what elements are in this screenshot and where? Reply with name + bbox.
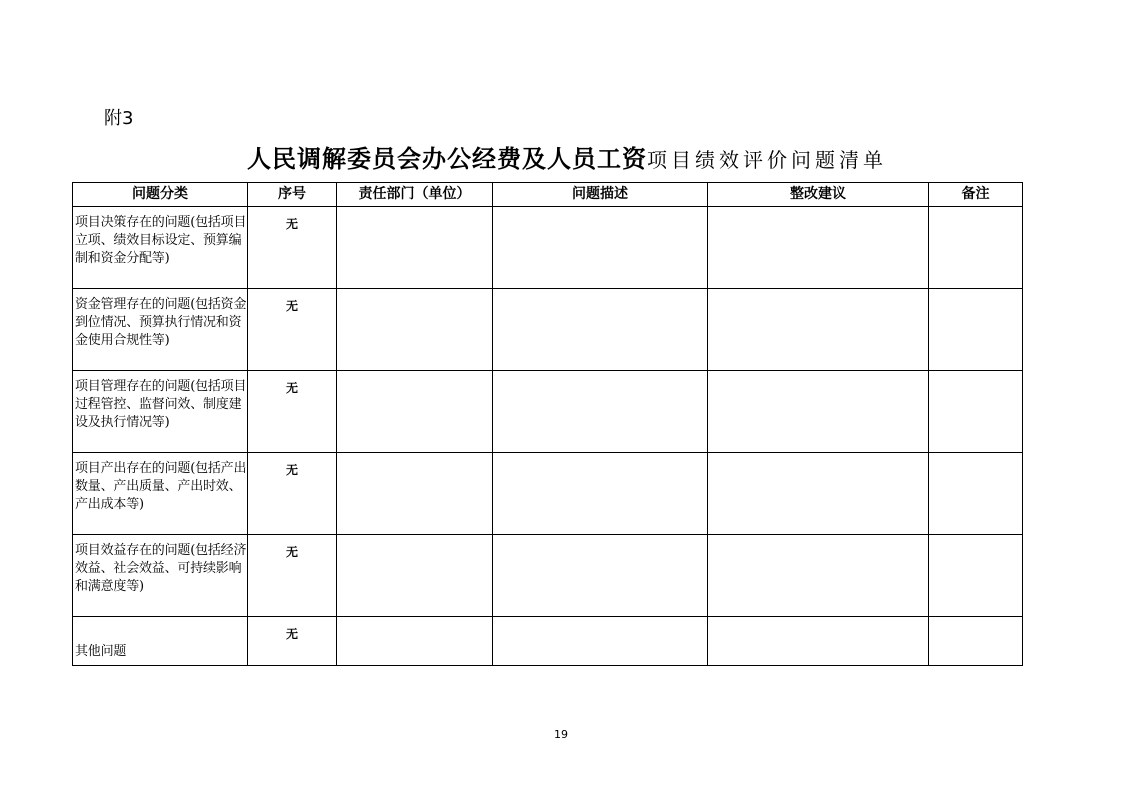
table-row	[73, 207, 1023, 289]
seq-cell	[248, 535, 337, 617]
category-cell: 项目决策存在的问题(包括项目立项、绩效目标设定、预算编制和资金分配等)	[73, 207, 248, 289]
description-cell	[493, 207, 708, 289]
header-remark: 备注	[929, 183, 1023, 207]
seq-value: 无	[285, 217, 298, 231]
table-row	[73, 453, 1023, 535]
category-cell: 资金管理存在的问题(包括资金到位情况、预算执行情况和资金使用合规性等)	[73, 289, 248, 371]
suggestion-cell	[708, 535, 929, 617]
page-title	[247, 142, 887, 179]
seq-cell	[248, 289, 337, 371]
description-cell	[493, 289, 708, 371]
attachment-label: 附3	[104, 108, 134, 129]
remark-cell	[929, 453, 1023, 535]
seq-cell	[248, 453, 337, 535]
remark-cell	[929, 371, 1023, 453]
title-main: 人民调解委员会办公经费及人员工资	[247, 145, 647, 173]
description-cell	[493, 371, 708, 453]
description-cell	[493, 535, 708, 617]
seq-value: 无	[285, 299, 298, 313]
seq-value: 无	[285, 545, 298, 559]
department-cell	[337, 289, 493, 371]
category-cell: 其他问题	[73, 617, 248, 666]
table-row	[73, 617, 1023, 666]
seq-value: 无	[285, 463, 298, 477]
department-cell	[337, 453, 493, 535]
suggestion-cell	[708, 617, 929, 666]
table-row	[73, 535, 1023, 617]
suggestion-cell	[708, 289, 929, 371]
description-cell	[493, 453, 708, 535]
category-cell: 项目管理存在的问题(包括项目过程管控、监督问效、制度建设及执行情况等)	[73, 371, 248, 453]
suggestion-cell	[708, 453, 929, 535]
header-description: 问题描述	[493, 183, 708, 207]
table-row	[73, 371, 1023, 453]
department-cell	[337, 535, 493, 617]
table-header-row	[73, 183, 1023, 207]
header-seq: 序号	[248, 183, 337, 207]
category-cell: 项目产出存在的问题(包括产出数量、产出质量、产出时效、产出成本等)	[73, 453, 248, 535]
remark-cell	[929, 289, 1023, 371]
department-cell	[337, 207, 493, 289]
seq-cell	[248, 617, 337, 666]
seq-value: 无	[285, 627, 298, 641]
remark-cell	[929, 207, 1023, 289]
department-cell	[337, 617, 493, 666]
seq-value: 无	[285, 381, 298, 395]
suggestion-cell	[708, 207, 929, 289]
description-cell	[493, 617, 708, 666]
category-cell: 项目效益存在的问题(包括经济效益、社会效益、可持续影响和满意度等)	[73, 535, 248, 617]
page-number: 19	[554, 728, 568, 741]
header-suggestion: 整改建议	[708, 183, 929, 207]
issues-table	[72, 182, 1023, 666]
title-sub: 项目绩效评价问题清单	[647, 148, 887, 172]
header-category: 问题分类	[73, 183, 248, 207]
remark-cell	[929, 535, 1023, 617]
seq-cell	[248, 371, 337, 453]
seq-cell	[248, 207, 337, 289]
table-row	[73, 289, 1023, 371]
suggestion-cell	[708, 371, 929, 453]
department-cell	[337, 371, 493, 453]
remark-cell	[929, 617, 1023, 666]
header-department: 责任部门（单位）	[337, 183, 493, 207]
